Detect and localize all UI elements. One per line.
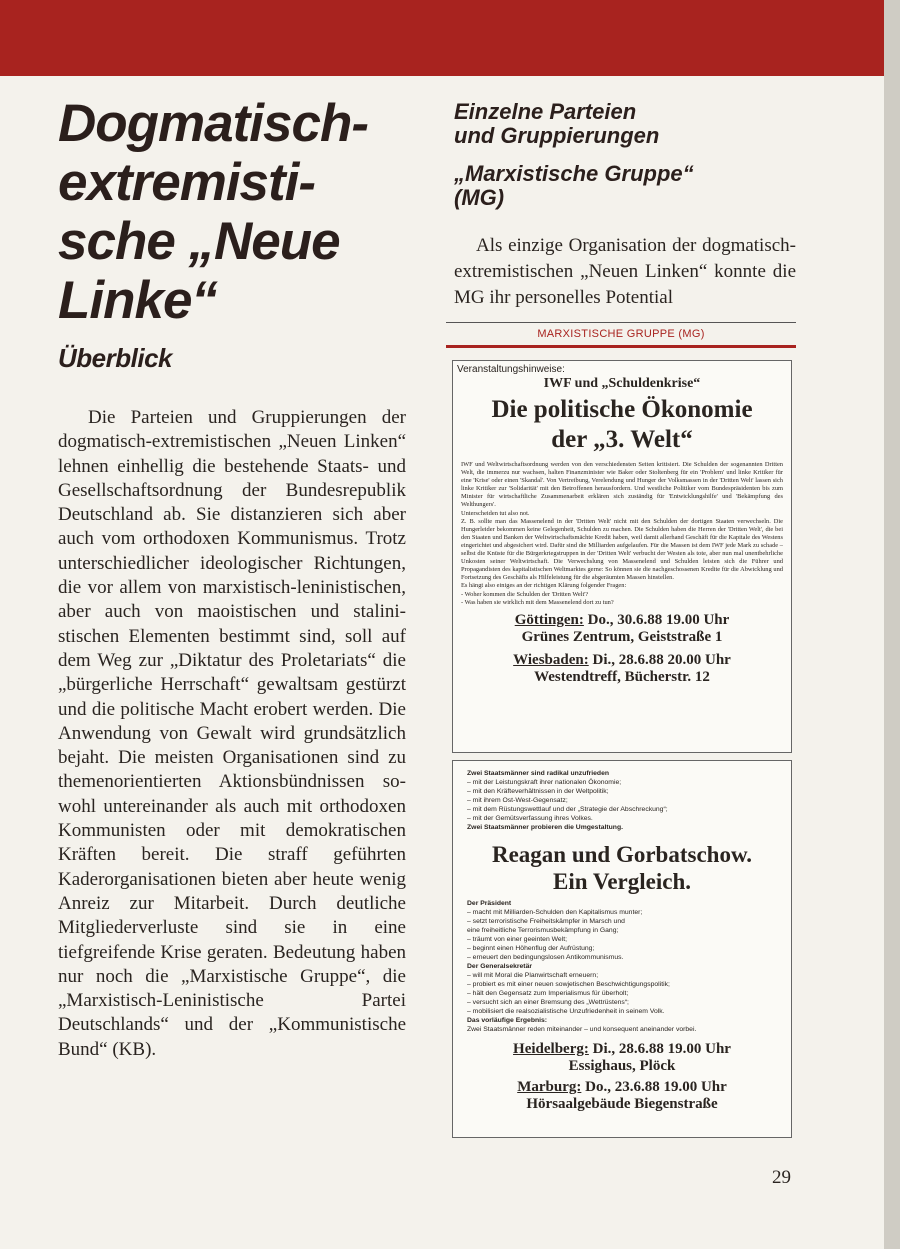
event-date: Do., 23.6.88 19.00 Uhr — [585, 1079, 727, 1095]
flyer-list-item: – mit ihrem Ost-West-Gegensatz; — [467, 797, 568, 804]
flyer-list-item: – mobilisiert die realsozialistische Unzufriedenheit in seinem Volk. — [467, 1008, 665, 1015]
event-date: Di., 28.6.88 20.00 Uhr — [592, 651, 731, 668]
flyer-list-item: – macht mit Milliarden-Schulden den Kapitalismus munter; — [467, 909, 643, 916]
flyer-list-item: – erneuert den bedingungslosen Antikommunismus. — [467, 954, 624, 961]
flyer-list-item: – mit den Kräfteverhältnissen in der Weltpolitik; — [467, 788, 609, 795]
event-place: Grünes Zentrum, Geiststraße 1 — [521, 628, 723, 645]
flyer-list-item: – hält den Gegensatz zum Imperialismus für überholt; — [467, 990, 629, 997]
flyer-question: - Was haben sie wirklich mit dem Massenelend dort zu tun? — [461, 598, 614, 606]
event-place: Essighaus, Plöck — [568, 1058, 676, 1074]
event-city: Heidelberg: — [513, 1041, 589, 1057]
flyer-intro: Zwei Staatsmänner sind radikal unzufrieden — [467, 770, 610, 777]
flyer-reagan-gorbachev — [452, 760, 792, 1138]
event-date-line — [453, 612, 791, 629]
flyer-paragraph: Z. B. sollte man das Massenelend in der 'Dritten Welt' nicht mit den Schulden der dortigen Staaten verwechseln. Die Hungerleider bekommen keine Gelegenheit, Schulden zu machen. Die Schulden haben die Herren der 'Dritten Welt', die bei den Staaten und Banken der Weltwirtschaftsmächte Kredit haben, weil damit allerhand Geschäft für die Kapitale des Westens eingerichtet und abgesichert wird. Dafür sind die Milliarden aufgelaufen. Für die Massen ist dem IWF jede Mark zu schade – selbst die Knüste für die Bürgerkriegstruppen in der 'Dritten Welt' verbucht der Westen als tote, aber nun mal unentbehrliche Unkosten seiner Weltwirtschaft. Die Verwechslung von Massenelend und Schulden leisten sich die Führer und Propagandisten des kapitalistischen Weltmarktes gerne: So können sie die nachgeschossenen Kredite für die Abwicklung und Fortsetzung des Geschäfts als Hilfeleistung für die abgeräumten Massen hinstellen. — [461, 517, 783, 582]
flyer-subtitle: IWF und „Schuldenkrise“ — [543, 376, 701, 391]
left-body-text: Die Parteien und Gruppierungen der dogmatisch-extremistischen „Neuen Linken“ lehnen einhellig die bestehende Staats- und Gesellschaftsordnung der Bundesrepublik Deutschland ab. Sie distanzieren sich aber auch vom orthodoxen Kommunismus. Trotz unterschiedlicher ideologischer Richtungen, die vor allem von marxistisch-leninistischen, aber auch von maoistischen und stalinistischen Elementen bestimmt sind, soll auf dem Weg zur „Diktatur des Proletariats“ die „bürgerliche Herrschaft“ gewaltsam gestürzt und die politische Macht erobert werden. Die Anwendung von Gewalt wird grundsätzlich bejaht. Die meisten Organisationen sind zu themenorientierten Aktionsbündnissen sowohl untereinander als auch mit orthodoxen Kommunisten oder mit demokratischen Kräften bereit. Die straff geführten Kaderorganisationen bieten aber heute wenig Anreiz zur Mitarbeit. Durch deutliche Mitgliederverluste sind sie in eine tiefgreifende Krise geraten. Bedeutung haben nur noch die „Marxistische Gruppe“, die „Marxistisch-Leninistische Partei Deutschlands“ und der „Kommunistische Bund“ (KB). — [58, 407, 406, 1060]
flyer-title-line1: Reagan und Gorbatschow. — [491, 842, 753, 867]
subsection-heading: „Marxistische Gruppe“ (MG) — [454, 161, 694, 210]
event-city: Göttingen: — [514, 611, 584, 628]
event-city: Wiesbaden: — [513, 651, 589, 668]
event-date: Do., 30.6.88 19.00 Uhr — [587, 611, 730, 628]
flyer-title-line2: der „3. Welt“ — [551, 426, 693, 453]
flyer-list-item: – will mit Moral die Planwirtschaft erneuern; — [467, 972, 599, 979]
event-date-line — [453, 1079, 791, 1096]
event-date-line — [453, 652, 791, 669]
flyer-list-item: – mit dem Rüstungswettlauf und der „Strategie der Abschreckung“; — [467, 806, 668, 813]
page-number: 29 — [772, 1167, 791, 1188]
right-body-text: Als einzige Organisation der dogmatisch-extremistischen „Neuen Linken“ konnte die MG ihr personelles Potential — [454, 235, 796, 308]
top-color-banner — [0, 0, 884, 76]
figure-caption-rule — [446, 345, 796, 348]
flyer-title-line1: Die politische Ökonomie — [491, 396, 753, 423]
flyer-list-item: – träumt von einer geeinten Welt; — [467, 936, 567, 943]
page-edge — [884, 0, 900, 1249]
flyer-label: Veranstaltungshinweise: — [457, 364, 565, 375]
flyer-list-item: – versucht sich an einer Bremsung des „Wettrüstens“; — [467, 999, 629, 1006]
event-place: Hörsaalgebäude Biegenstraße — [526, 1096, 718, 1112]
flyer-list-item: – mit der Leistungskraft ihrer nationalen Ökonomie; — [467, 779, 622, 786]
flyer-list-item: eine freiheitliche Terrorismusbekämpfung in Gang; — [467, 927, 619, 934]
flyer-paragraph: Unterscheiden tut also not. — [461, 509, 530, 517]
figure-caption: MARXISTISCHE GRUPPE (MG) — [537, 328, 705, 340]
overview-heading: Überblick — [58, 343, 172, 373]
event-date-line — [453, 1041, 791, 1058]
flyer-section-label: Das vorläufige Ergebnis: — [467, 1017, 548, 1024]
flyer-imf-debt-crisis — [452, 360, 792, 753]
flyer-paragraph: Es hängt also einiges an der richtigen Klärung folgender Fragen: — [461, 582, 627, 590]
flyer-result: Zwei Staatsmänner reden miteinander – und konsequent aneinander vorbei. — [467, 1026, 697, 1033]
flyer-intro: Zwei Staatsmänner probieren die Umgestaltung. — [467, 824, 623, 831]
flyer-title-line2: Ein Vergleich. — [552, 869, 691, 894]
event-place: Westendtreff, Bücherstr. 12 — [534, 668, 710, 685]
event-date: Di., 28.6.88 19.00 Uhr — [592, 1041, 731, 1057]
section-heading: Einzelne Parteien und Gruppierungen — [454, 99, 660, 148]
flyer-list-item: – mit der Gemütsverfassung ihres Volkes. — [467, 815, 593, 822]
flyer-section-label: Der Präsident — [467, 900, 512, 907]
figure-top-rule — [446, 322, 796, 323]
flyer-section-label: Der Generalsekretär — [467, 963, 532, 970]
event-city: Marburg: — [517, 1079, 582, 1095]
flyer-list-item: – beginnt einen Höhenflug der Aufrüstung; — [467, 945, 595, 952]
flyer-list-item: – probiert es mit einer neuen sowjetischen Beschwichtigungspolitik; — [467, 981, 670, 988]
flyer-list-item: – setzt terroristische Freiheitskämpfer in Marsch und — [467, 918, 625, 925]
flyer-paragraph: IWF und Weltwirtschaftsordnung werden von den verschiedensten Seiten kritisiert. Die Schulden der sogenannten Dritten Welt, die immerzu nur wachsen, halten Finanzminister wie Baker oder Stoltenberg für ein 'Problem' und linke Kritiker für eine 'Krise' oder einen 'Skandal'. Von Vertreibung, Verelendung und Hunger der Volksmassen in der 'Dritten Welt' lassen sich linke Kritiker zur 'Solidarität' mit den Betroffenen herausfordern. Und westliche Politiker vom Bundespräsidenten bis zum Minister für wirtschaftliche Zusammenarbeit erklären sich zuständig für 'Entwicklungshilfe' und 'Bekämpfung des Welthungers'. — [461, 461, 783, 509]
page-title: Dogmatisch- extremisti- sche „Neue Linke“ — [58, 94, 368, 330]
flyer-question: - Woher kommen die Schulden der 'Dritten Welt'? — [461, 590, 589, 598]
